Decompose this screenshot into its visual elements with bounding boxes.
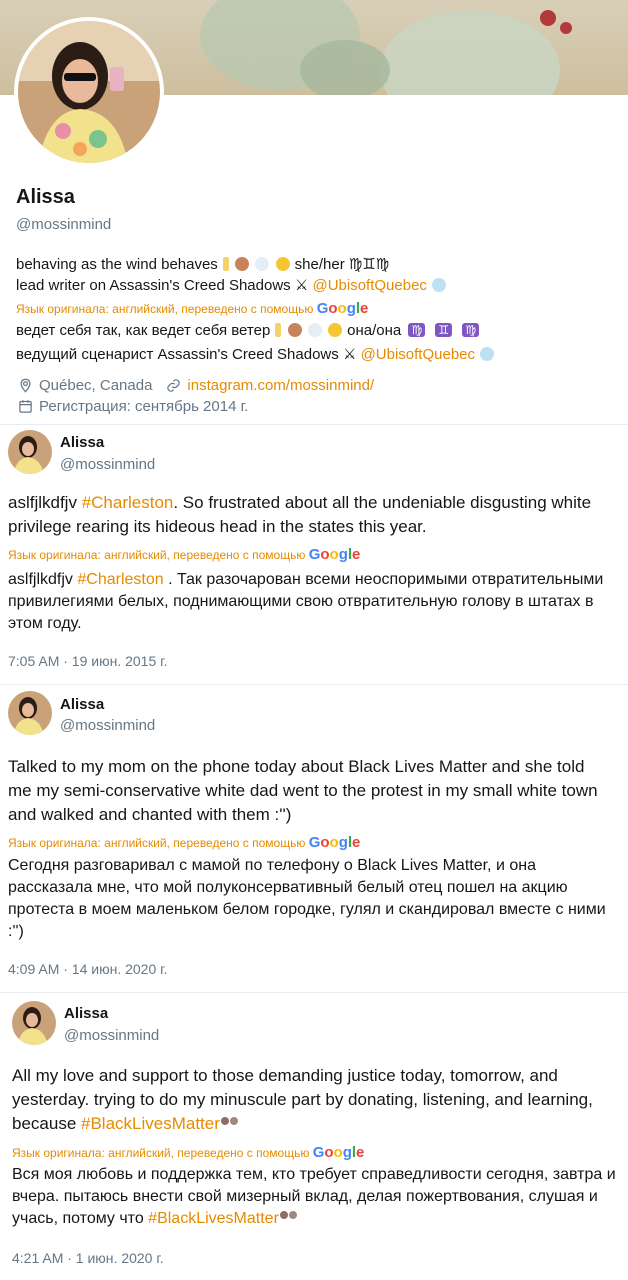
link-icon <box>166 378 181 393</box>
divider <box>0 424 628 425</box>
tweet-avatar[interactable] <box>12 1001 56 1045</box>
tweet-text-rest: . So frustrated about all the undeniable disgusting white privilege rearing its hideous head in the states this year. <box>8 493 592 536</box>
bio-tr-text: ведет себя так, как ведет себя ветер <box>16 322 271 339</box>
cloud-emoji-icon <box>255 257 269 271</box>
google-logo[interactable]: Google <box>312 1144 365 1161</box>
tweet-tr-prefix: aslfjlkdfjv <box>8 571 78 588</box>
bio-line-1 <box>16 255 389 273</box>
bio-tr-mention-link[interactable]: @UbisoftQuebec <box>360 346 476 363</box>
google-logo[interactable]: Google <box>316 300 369 317</box>
profile-location: Québec, Canada <box>39 377 153 394</box>
virgo-icon: ♍ <box>408 323 425 337</box>
bio-zodiac: ♍♊♍ <box>348 256 390 273</box>
speech-bubble-emoji-icon <box>480 347 494 361</box>
profile-joined-row <box>18 398 248 415</box>
virgo-icon: ♍ <box>462 323 479 337</box>
cloud-emoji-icon <box>308 323 322 337</box>
bio-mention-link[interactable]: @UbisoftQuebec <box>312 277 427 294</box>
google-logo[interactable]: Google <box>308 834 361 851</box>
tweet-author-handle[interactable]: @mossinmind <box>60 717 156 734</box>
location-icon <box>18 378 33 393</box>
raised-fist-icon <box>221 1117 229 1125</box>
tweet-timestamp[interactable]: 7:05 AM · 19 июн. 2015 г. <box>8 653 168 669</box>
tweet-timestamp[interactable]: 4:09 AM · 14 июн. 2020 г. <box>8 961 168 977</box>
translation-note-text: Язык оригинала: английский, переведено с помощью <box>8 836 306 850</box>
translation-note-text: Язык оригинала: английский, переведено с помощью <box>12 1146 310 1160</box>
candle-emoji-icon <box>223 257 229 271</box>
gemini-icon: ♊ <box>435 323 452 337</box>
raised-fist-icon <box>289 1211 297 1219</box>
tweet-avatar[interactable] <box>8 691 52 735</box>
swords-emoji-icon: ⚔ <box>342 346 357 363</box>
bio-pronouns: she/her <box>294 256 345 273</box>
tweet-translation-note <box>8 834 360 851</box>
bio-text: behaving as the wind behaves <box>16 256 218 273</box>
raised-fist-icon <box>230 1117 238 1125</box>
candle-emoji-icon <box>275 323 281 337</box>
hashtag-link[interactable]: #BlackLivesMatter <box>81 1114 220 1133</box>
tweet-avatar[interactable] <box>8 430 52 474</box>
tweet-text-prefix: aslfjlkdfjv <box>8 493 82 512</box>
profile-link[interactable]: instagram.com/mossinmind/ <box>187 377 375 394</box>
divider <box>0 684 628 685</box>
tweet-author-handle[interactable]: @mossinmind <box>60 456 156 473</box>
tweet-translation-note <box>12 1144 364 1161</box>
bio-translation-note <box>16 300 368 317</box>
tweet-author-handle[interactable]: @mossinmind <box>64 1027 160 1044</box>
tweet-translation: Сегодня разговаривал с мамой по телефону о Black Lives Matter, и она рассказала мне, что мой полуконсервативный белый отец пошел на акцию протеста в моем маленьком белом городке, гулял и скандировал вместе с ними :'') <box>8 857 606 940</box>
tweet-author-name[interactable]: Alissa <box>64 1005 109 1022</box>
tweet-translation <box>12 1164 622 1230</box>
hashtag-link[interactable]: #Charleston <box>81 493 174 512</box>
swords-emoji-icon: ⚔ <box>294 277 309 294</box>
hashtag-link[interactable]: #BlackLivesMatter <box>148 1210 279 1227</box>
tweet-text <box>12 1064 612 1136</box>
profile-handle: @mossinmind <box>16 216 112 233</box>
profile-joined: Регистрация: сентябрь 2014 г. <box>39 398 249 415</box>
bio-line-2 <box>16 276 447 294</box>
profile-meta-row <box>18 377 374 394</box>
speech-bubble-emoji-icon <box>432 278 446 292</box>
sparkles-emoji-icon <box>276 257 290 271</box>
divider <box>0 992 628 993</box>
tweet-tr-prefix: Вся моя любовь и поддержка тем, кто требует справедливости сегодня, завтра и вчера. пытаюсь внести свой мизерный вклад, делая пожертвования, слушая и учась, потому что <box>12 1166 616 1227</box>
tweet-author-name[interactable]: Alissa <box>60 434 105 451</box>
profile-name: Alissa <box>16 186 75 208</box>
dumpling-emoji-icon <box>288 323 302 337</box>
tweet-tr-rest: . Так разочарован всеми неоспоримыми отвратительными привилегиями белых, поднимающими свою отвратительную голову в штатах в этом году. <box>8 571 604 632</box>
tweet-timestamp[interactable]: 4:21 AM · 1 июн. 2020 г. <box>12 1250 164 1266</box>
bio-tr-pronouns: она/она <box>347 322 402 339</box>
tweet-author-name[interactable]: Alissa <box>60 696 105 713</box>
tweet-text-prefix: All my love and support to those demanding justice today, tomorrow, and yesterday. trying to do my minuscule part by donating, listening, and learning, because <box>12 1066 593 1133</box>
tweet-translation <box>8 569 618 635</box>
tweet-text <box>8 491 608 539</box>
calendar-icon <box>18 399 33 414</box>
profile-avatar[interactable] <box>14 17 164 167</box>
bio-text-2: lead writer on Assassin's Creed Shadows <box>16 277 291 294</box>
tweet-text: Talked to my mom on the phone today about Black Lives Matter and she told me my semi-conservative white dad went to the protest in my small white town and walked and chanted with them :'') <box>8 757 598 824</box>
bio-tr-text-2: ведущий сценарист Assassin's Creed Shadows <box>16 346 339 363</box>
hashtag-link[interactable]: #Charleston <box>77 571 164 588</box>
dumpling-emoji-icon <box>235 257 249 271</box>
bio-translation-line-2 <box>16 345 495 363</box>
raised-fist-icon <box>280 1211 288 1219</box>
google-logo[interactable]: Google <box>308 546 361 563</box>
bio-translation-line-1 <box>16 322 482 339</box>
translation-note-text: Язык оригинала: английский, переведено с помощью <box>16 302 314 316</box>
sparkles-emoji-icon <box>328 323 342 337</box>
tweet-translation-note <box>8 546 360 563</box>
translation-note-text: Язык оригинала: английский, переведено с помощью <box>8 548 306 562</box>
